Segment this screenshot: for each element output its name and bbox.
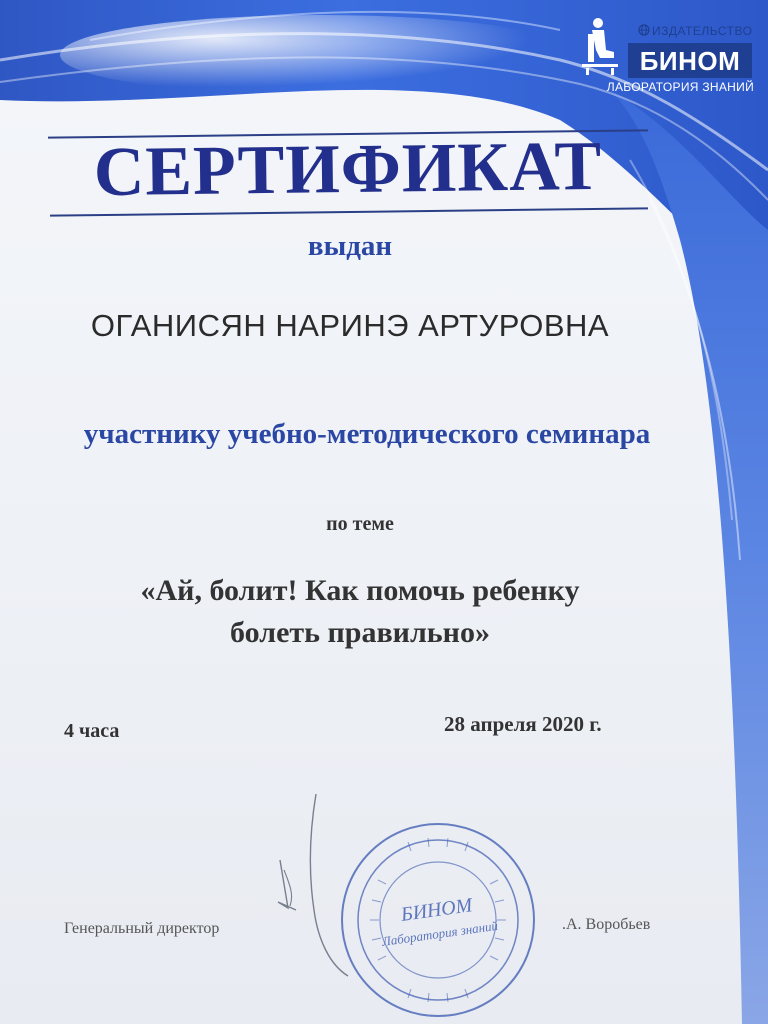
seminar-topic-line-1: «Ай, болит! Как помочь ребенку xyxy=(140,574,580,607)
duration-hours: 4 часа xyxy=(64,720,120,742)
certificate-title: СЕРТИФИКАТ xyxy=(93,127,603,212)
logo-name: БИНОМ xyxy=(639,46,741,76)
signer-name: .А. Воробьев xyxy=(562,916,651,933)
globe-icon xyxy=(638,24,650,36)
logo-subtitle: ЛАБОРАТОРИЯ ЗНАНИЙ xyxy=(606,80,754,94)
seal-center-line-1: БИНОМ xyxy=(399,894,474,926)
logo-publisher-label: ИЗДАТЕЛЬСТВО xyxy=(652,24,753,38)
topic-label: по теме xyxy=(326,513,394,535)
participant-description: участнику учебно-методического семинара xyxy=(83,418,651,450)
seal-center-line-2: Лаборатория знаний xyxy=(380,917,499,949)
issued-label: выдан xyxy=(307,230,393,262)
official-seal-stamp xyxy=(338,820,538,1020)
issue-date: 28 апреля 2020 г. xyxy=(444,712,602,736)
signer-position: Генеральный директор xyxy=(64,920,220,937)
seminar-topic-line-2: болеть правильно» xyxy=(230,616,490,649)
recipient-name: ОГАНИСЯН НАРИНЭ АРТУРОВНА xyxy=(90,308,610,343)
publisher-logo xyxy=(578,12,758,94)
logo-name-box xyxy=(628,43,752,78)
seated-figure-icon xyxy=(578,16,622,76)
